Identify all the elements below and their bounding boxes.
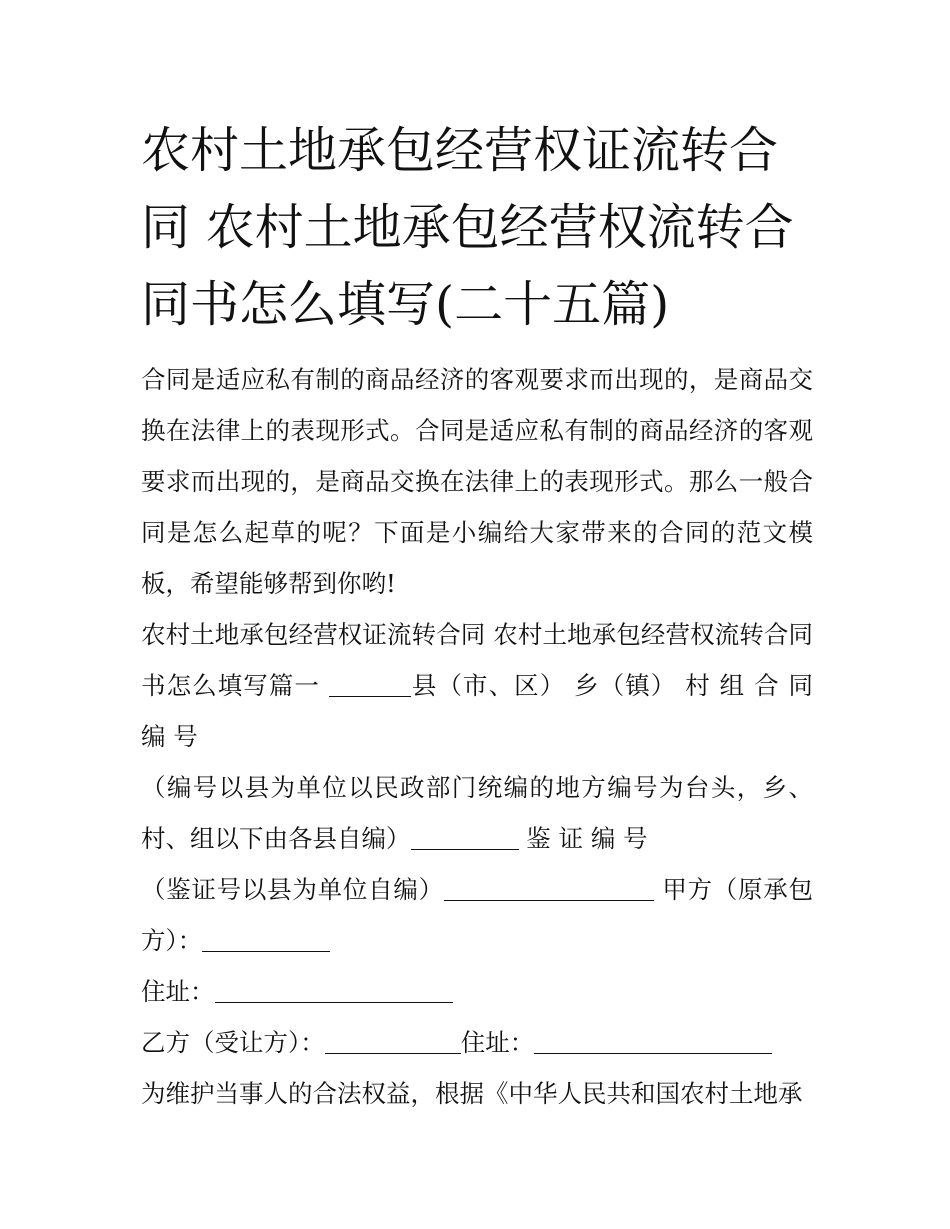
- county-blank: [329, 671, 411, 697]
- address-label: 住址：: [141, 977, 215, 1006]
- party-b-address-blank: [534, 1028, 772, 1054]
- party-a-address-blank: [215, 977, 453, 1003]
- intro-paragraph: 合同是适应私有制的商品经济的客观要求而出现的，是商品交换在法律上的表现形式。合同是适应私有制的商品经济的客观要求而出现的，是商品交换在法律上的表现形式。那么一般合同是怎么起草的呢？下面是小编给大家带来的合同的范文模板，希望能够帮到你哟!: [141, 365, 813, 598]
- closing-paragraph: 为维护当事人的合法权益，根据《中华人民共和国农村土地承: [141, 1079, 803, 1108]
- party-b-paragraph: [141, 1017, 813, 1068]
- party-b-label: 乙方（受让方）：: [141, 1028, 325, 1057]
- number-note: （编号以县为单位以民政部门统编的地方编号为台头，乡、村、组以下由各县自编）: [141, 773, 813, 853]
- verify-note: （鉴证号以县为单位自编）: [141, 875, 444, 904]
- party-a-label: 甲方（原承包方）：: [141, 875, 814, 955]
- document-body: [141, 354, 813, 1119]
- party-b-address-label: 住址：: [460, 1028, 535, 1057]
- article-heading: 农村土地承包经营权证流转合同 农村土地承包经营权流转合同书怎么填写篇一: [141, 620, 813, 700]
- location-line: 县（市、区） 乡（镇） 村 组 合 同 编 号: [141, 671, 813, 751]
- party-b-blank: [325, 1028, 461, 1054]
- verify-note-paragraph: [141, 864, 813, 966]
- contract-header-paragraph: [141, 609, 813, 762]
- address-paragraph: [141, 966, 813, 1017]
- document-title: 农村土地承包经营权证流转合同 农村土地承包经营权流转合同书怎么填写(二十五篇): [141, 122, 794, 333]
- number-note-paragraph: [141, 762, 813, 864]
- verify-number-label: 鉴 证 编 号: [526, 824, 648, 853]
- verify-number-blank: [444, 875, 654, 901]
- party-a-blank: [202, 926, 330, 952]
- contract-number-blank: [411, 824, 519, 850]
